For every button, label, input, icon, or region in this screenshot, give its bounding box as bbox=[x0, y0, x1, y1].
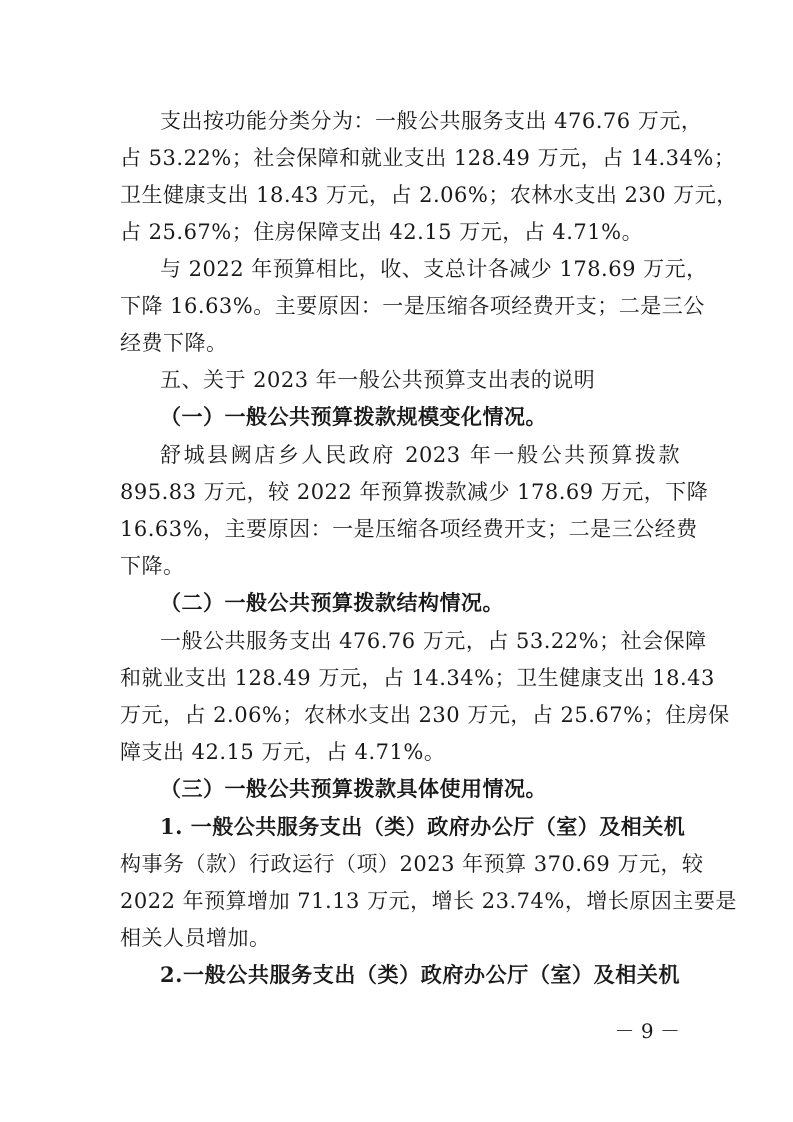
paragraph-line-4: 占 25.67%；住房保障支出 42.15 万元，占 4.71%。 bbox=[120, 220, 644, 244]
subsection-heading-1: （一）一般公共预算拨款规模变化情况。 bbox=[160, 404, 547, 429]
page-number: － 9 － bbox=[614, 1019, 680, 1043]
paragraph-line-18: 相关人员增加。 bbox=[120, 926, 271, 950]
paragraph-line-11: 下降。 bbox=[120, 554, 185, 578]
paragraph-line-10: 16.63%，主要原因：一是压缩各项经费开支；二是三公经费 bbox=[120, 517, 698, 541]
paragraph-line-1: 支出按功能分类分为：一般公共服务支出 476.76 万元， bbox=[160, 109, 703, 133]
subsection-heading-2: （二）一般公共预算拨款结构情况。 bbox=[160, 590, 504, 615]
paragraph-line-2: 占 53.22%；社会保障和就业支出 128.49 万元，占 14.34%； bbox=[120, 146, 736, 170]
paragraph-line-8: 舒城县阙店乡人民政府 2023 年一般公共预算拨款 bbox=[160, 443, 680, 467]
paragraph-line-7: 经费下降。 bbox=[120, 331, 228, 355]
paragraph-line-16: 构事务（款）行政运行（项）2023 年预算 370.69 万元，较 bbox=[120, 852, 704, 876]
subsection-heading-3: （三）一般公共预算拨款具体使用情况。 bbox=[160, 776, 547, 801]
paragraph-line-3: 卫生健康支出 18.43 万元，占 2.06%；农林水支出 230 万元， bbox=[120, 183, 738, 207]
paragraph-line-13: 和就业支出 128.49 万元，占 14.34%；卫生健康支出 18.43 bbox=[120, 666, 715, 690]
paragraph-line-5: 与 2022 年预算相比，收、支总计各减少 178.69 万元， bbox=[160, 257, 708, 281]
section-heading: 五、关于 2023 年一般公共预算支出表的说明 bbox=[160, 368, 596, 392]
paragraph-line-15: 障支出 42.15 万元，占 4.71%。 bbox=[120, 740, 446, 764]
paragraph-line-14: 万元，占 2.06%；农林水支出 230 万元，占 25.67%；住房保 bbox=[120, 703, 730, 727]
paragraph-line-9: 895.83 万元，较 2022 年预算拨款减少 178.69 万元，下降 bbox=[120, 480, 709, 504]
paragraph-line-6: 下降 16.63%。主要原因：一是压缩各项经费开支；二是三公 bbox=[120, 294, 705, 318]
item-heading-1: 1. 一般公共服务支出（类）政府办公厅（室）及相关机 bbox=[160, 814, 686, 839]
paragraph-line-17: 2022 年预算增加 71.13 万元，增长 23.74%，增长原因主要是 bbox=[120, 889, 737, 913]
item-heading-2: 2.一般公共服务支出（类）政府办公厅（室）及相关机 bbox=[160, 962, 680, 987]
paragraph-line-12: 一般公共服务支出 476.76 万元，占 53.22%；社会保障 bbox=[160, 629, 707, 653]
